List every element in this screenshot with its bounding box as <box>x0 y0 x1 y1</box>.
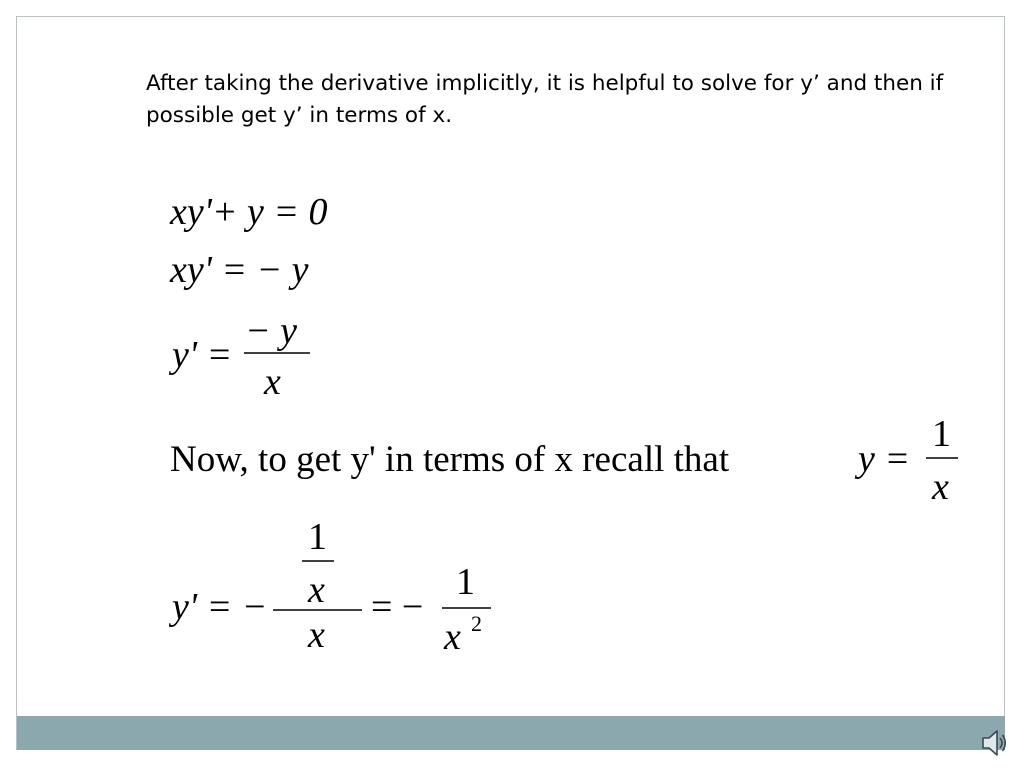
final-result-exponent: 2 <box>471 611 482 636</box>
equation-line-3-denominator: x <box>264 361 281 403</box>
final-inner-numerator: 1 <box>308 516 327 558</box>
footer-band <box>17 716 1005 750</box>
statement-numerator: 1 <box>932 413 951 455</box>
final-result-denominator: x <box>444 616 461 658</box>
statement-lhs: y = <box>858 438 911 480</box>
equation-line-2: xy' = − y <box>170 249 309 291</box>
final-outer-denominator: x <box>308 614 325 656</box>
final-inner-denominator: x <box>308 569 325 611</box>
speaker-icon[interactable] <box>979 727 1009 759</box>
equation-line-3-numerator: − y <box>245 310 298 352</box>
statement-text: Now, to get y' in terms of x recall that <box>170 439 730 480</box>
statement-denominator: x <box>932 466 949 508</box>
equation-line-3-lhs: y' = <box>172 334 233 376</box>
final-result-numerator: 1 <box>456 561 475 603</box>
final-lhs: y' = − <box>172 586 268 628</box>
intro-text: After taking the derivative implicitly, it is helpful to solve for y’ and then if possible get y’ in terms of x. <box>146 71 944 128</box>
equation-line-1: xy'+ y = 0 <box>170 191 328 233</box>
final-middle: = − <box>371 586 424 628</box>
